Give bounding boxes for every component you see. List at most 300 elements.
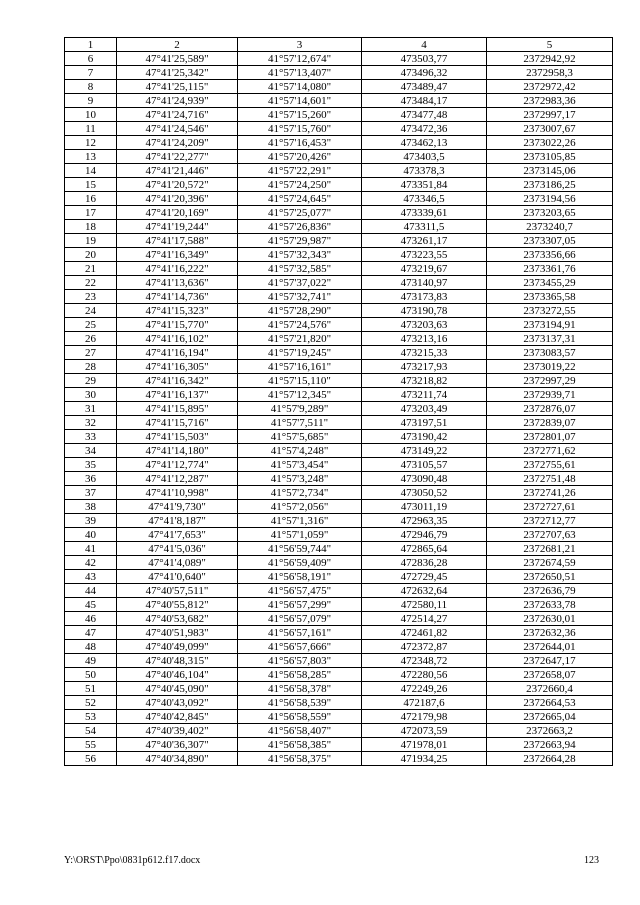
- footer-page-number: 123: [584, 855, 599, 866]
- table-cell: 2373194,91: [487, 318, 613, 332]
- table-cell: 37: [65, 486, 117, 500]
- table-row: [65, 304, 613, 318]
- coordinates-table: [64, 37, 613, 766]
- table-cell: 472348,72: [362, 654, 487, 668]
- table-cell: 47°41'0,640": [117, 570, 238, 584]
- table-cell: 41°57'20,426": [238, 150, 362, 164]
- table-cell: 2372707,63: [487, 528, 613, 542]
- table-cell: 39: [65, 514, 117, 528]
- table-cell: 2372876,07: [487, 402, 613, 416]
- table-cell: 23: [65, 290, 117, 304]
- table-row: [65, 598, 613, 612]
- table-row: [65, 570, 613, 584]
- table-cell: 41°56'57,475": [238, 584, 362, 598]
- table-cell: 46: [65, 612, 117, 626]
- table-cell: 47°41'5,036": [117, 542, 238, 556]
- table-cell: 41°57'5,685": [238, 430, 362, 444]
- table-cell: 41°57'3,454": [238, 458, 362, 472]
- table-cell: 47°41'15,323": [117, 304, 238, 318]
- table-cell: 472073,59: [362, 724, 487, 738]
- table-cell: 473484,17: [362, 94, 487, 108]
- table-cell: 473140,97: [362, 276, 487, 290]
- table-row: [65, 346, 613, 360]
- table-cell: 2373194,56: [487, 192, 613, 206]
- table-cell: 473203,63: [362, 318, 487, 332]
- table-cell: 47°40'36,307": [117, 738, 238, 752]
- table-cell: 11: [65, 122, 117, 136]
- table-cell: 47°41'15,503": [117, 430, 238, 444]
- table-cell: 25: [65, 318, 117, 332]
- table-cell: 47°41'24,716": [117, 108, 238, 122]
- table-cell: 473477,48: [362, 108, 487, 122]
- table-cell: 41°56'57,079": [238, 612, 362, 626]
- table-cell: 2373240,7: [487, 220, 613, 234]
- table-cell: 41°57'15,760": [238, 122, 362, 136]
- table-cell: 2373356,66: [487, 248, 613, 262]
- table-row: [65, 752, 613, 766]
- table-row: [65, 290, 613, 304]
- table-cell: 9: [65, 94, 117, 108]
- table-cell: 473503,77: [362, 52, 487, 66]
- table-cell: 2372771,62: [487, 444, 613, 458]
- table-cell: 472187,6: [362, 696, 487, 710]
- table-row: [65, 108, 613, 122]
- table-cell: 47°41'20,572": [117, 178, 238, 192]
- table-row: [65, 374, 613, 388]
- table-cell: 41°57'15,110": [238, 374, 362, 388]
- table-cell: 47°41'15,895": [117, 402, 238, 416]
- table-cell: 41°56'58,375": [238, 752, 362, 766]
- table-cell: 2372942,92: [487, 52, 613, 66]
- table-cell: 55: [65, 738, 117, 752]
- table-cell: 471934,25: [362, 752, 487, 766]
- table-cell: 2373137,31: [487, 332, 613, 346]
- table-cell: 41°56'58,539": [238, 696, 362, 710]
- table-cell: 41°57'32,585": [238, 262, 362, 276]
- table-cell: 2373083,57: [487, 346, 613, 360]
- table-cell: 47°41'19,244": [117, 220, 238, 234]
- table-row: [65, 94, 613, 108]
- table-cell: 30: [65, 388, 117, 402]
- table-row: [65, 430, 613, 444]
- table-cell: 2373105,85: [487, 150, 613, 164]
- table-cell: 41°57'1,059": [238, 528, 362, 542]
- table-row: [65, 206, 613, 220]
- table-cell: 47°41'16,137": [117, 388, 238, 402]
- table-cell: 12: [65, 136, 117, 150]
- table-cell: 47°41'7,653": [117, 528, 238, 542]
- table-cell: 10: [65, 108, 117, 122]
- table-cell: 41°57'25,077": [238, 206, 362, 220]
- table-cell: 22: [65, 276, 117, 290]
- table-row: [65, 528, 613, 542]
- table-cell: 41°57'32,741": [238, 290, 362, 304]
- table-row: [65, 122, 613, 136]
- table-cell: 473173,83: [362, 290, 487, 304]
- table-row: [65, 234, 613, 248]
- table-cell: 473197,51: [362, 416, 487, 430]
- table-cell: 2372650,51: [487, 570, 613, 584]
- table-cell: 47°41'16,305": [117, 360, 238, 374]
- table-cell: 2372674,59: [487, 556, 613, 570]
- table-cell: 15: [65, 178, 117, 192]
- table-row: [65, 416, 613, 430]
- table-cell: 28: [65, 360, 117, 374]
- table-cell: 41°56'57,666": [238, 640, 362, 654]
- table-cell: 47°40'34,890": [117, 752, 238, 766]
- table-cell: 2372647,17: [487, 654, 613, 668]
- table-cell: 47°41'16,349": [117, 248, 238, 262]
- table-cell: 2372663,2: [487, 724, 613, 738]
- table-cell: 472372,87: [362, 640, 487, 654]
- table-row: [65, 262, 613, 276]
- table-cell: 2372939,71: [487, 388, 613, 402]
- table-cell: 41: [65, 542, 117, 556]
- table-cell: 2372997,29: [487, 374, 613, 388]
- table-cell: 473261,17: [362, 234, 487, 248]
- table-cell: 2373019,22: [487, 360, 613, 374]
- table-cell: 24: [65, 304, 117, 318]
- table-cell: 2372751,48: [487, 472, 613, 486]
- table-cell: 473050,52: [362, 486, 487, 500]
- table-cell: 54: [65, 724, 117, 738]
- table-cell: 14: [65, 164, 117, 178]
- table-row: [65, 738, 613, 752]
- table-cell: 47°41'24,209": [117, 136, 238, 150]
- table-row: [65, 402, 613, 416]
- table-row: [65, 248, 613, 262]
- table-cell: 41°57'1,316": [238, 514, 362, 528]
- table-cell: 29: [65, 374, 117, 388]
- table-cell: 2372712,77: [487, 514, 613, 528]
- table-cell: 473203,49: [362, 402, 487, 416]
- table-row: [65, 514, 613, 528]
- table-cell: 41°57'16,161": [238, 360, 362, 374]
- column-header: 1: [65, 38, 117, 52]
- table-cell: 16: [65, 192, 117, 206]
- table-cell: 472280,56: [362, 668, 487, 682]
- table-cell: 34: [65, 444, 117, 458]
- table-cell: 41°57'28,290": [238, 304, 362, 318]
- table-cell: 2372630,01: [487, 612, 613, 626]
- table-header-row: [65, 38, 613, 52]
- table-cell: 2372741,26: [487, 486, 613, 500]
- table-row: [65, 80, 613, 94]
- table-cell: 41°56'57,803": [238, 654, 362, 668]
- table-cell: 472461,82: [362, 626, 487, 640]
- table-cell: 41°57'2,056": [238, 500, 362, 514]
- table-cell: 7: [65, 66, 117, 80]
- table-cell: 13: [65, 150, 117, 164]
- table-cell: 2372801,07: [487, 430, 613, 444]
- table-row: [65, 360, 613, 374]
- table-cell: 473339,61: [362, 206, 487, 220]
- table-cell: 45: [65, 598, 117, 612]
- table-cell: 42: [65, 556, 117, 570]
- table-cell: 47°41'12,287": [117, 472, 238, 486]
- table-cell: 33: [65, 430, 117, 444]
- table-cell: 2373365,58: [487, 290, 613, 304]
- table-cell: 472580,11: [362, 598, 487, 612]
- table-cell: 2372972,42: [487, 80, 613, 94]
- table-cell: 41°57'4,248": [238, 444, 362, 458]
- table-cell: 41°57'12,345": [238, 388, 362, 402]
- table-cell: 47°41'8,187": [117, 514, 238, 528]
- table-cell: 47°40'49,099": [117, 640, 238, 654]
- table-cell: 41°56'58,559": [238, 710, 362, 724]
- table-row: [65, 318, 613, 332]
- table-cell: 473403,5: [362, 150, 487, 164]
- table-cell: 41°57'32,343": [238, 248, 362, 262]
- table-cell: 41°56'59,744": [238, 542, 362, 556]
- table-cell: 47°41'15,716": [117, 416, 238, 430]
- table-cell: 2372665,04: [487, 710, 613, 724]
- table-cell: 41°57'24,645": [238, 192, 362, 206]
- table-cell: 36: [65, 472, 117, 486]
- table-cell: 50: [65, 668, 117, 682]
- table-row: [65, 696, 613, 710]
- table-cell: 41°57'26,836": [238, 220, 362, 234]
- table-cell: 472632,64: [362, 584, 487, 598]
- table-cell: 41°57'14,080": [238, 80, 362, 94]
- table-cell: 472963,35: [362, 514, 487, 528]
- table-row: [65, 500, 613, 514]
- table-cell: 2372636,79: [487, 584, 613, 598]
- table-cell: 2372658,07: [487, 668, 613, 682]
- table-cell: 472729,45: [362, 570, 487, 584]
- table-row: [65, 542, 613, 556]
- table-cell: 473105,57: [362, 458, 487, 472]
- table-cell: 47°41'25,589": [117, 52, 238, 66]
- table-cell: 2372958,3: [487, 66, 613, 80]
- table-cell: 41°57'21,820": [238, 332, 362, 346]
- table-row: [65, 276, 613, 290]
- table-cell: 473351,84: [362, 178, 487, 192]
- table-cell: 51: [65, 682, 117, 696]
- table-row: [65, 556, 613, 570]
- table-cell: 47°40'43,092": [117, 696, 238, 710]
- table-cell: 52: [65, 696, 117, 710]
- table-cell: 2372997,17: [487, 108, 613, 122]
- table-cell: 2372663,94: [487, 738, 613, 752]
- table-cell: 41°57'13,407": [238, 66, 362, 80]
- table-cell: 47°41'14,736": [117, 290, 238, 304]
- table-cell: 2373022,26: [487, 136, 613, 150]
- table-cell: 47°41'10,998": [117, 486, 238, 500]
- table-cell: 472179,98: [362, 710, 487, 724]
- table-cell: 32: [65, 416, 117, 430]
- table-cell: 41°57'7,511": [238, 416, 362, 430]
- table-cell: 41°57'2,734": [238, 486, 362, 500]
- table-cell: 473462,13: [362, 136, 487, 150]
- table-cell: 40: [65, 528, 117, 542]
- table-cell: 472249,26: [362, 682, 487, 696]
- table-row: [65, 66, 613, 80]
- table-cell: 43: [65, 570, 117, 584]
- table-cell: 2372681,21: [487, 542, 613, 556]
- table-cell: 41°57'16,453": [238, 136, 362, 150]
- table-row: [65, 192, 613, 206]
- table-cell: 47°41'20,169": [117, 206, 238, 220]
- table-cell: 47°40'42,845": [117, 710, 238, 724]
- table-cell: 2372632,36: [487, 626, 613, 640]
- table-cell: 473149,22: [362, 444, 487, 458]
- table-cell: 41°57'19,245": [238, 346, 362, 360]
- table-row: [65, 220, 613, 234]
- column-header: 3: [238, 38, 362, 52]
- table-cell: 473217,93: [362, 360, 487, 374]
- table-cell: 2373007,67: [487, 122, 613, 136]
- table-cell: 47°40'55,812": [117, 598, 238, 612]
- table-cell: 44: [65, 584, 117, 598]
- table-cell: 47°40'46,104": [117, 668, 238, 682]
- table-cell: 41°57'3,248": [238, 472, 362, 486]
- table-cell: 41°56'58,285": [238, 668, 362, 682]
- table-row: [65, 150, 613, 164]
- table-cell: 473090,48: [362, 472, 487, 486]
- table-cell: 473011,19: [362, 500, 487, 514]
- table-cell: 473346,5: [362, 192, 487, 206]
- table-row: [65, 640, 613, 654]
- table-cell: 21: [65, 262, 117, 276]
- table-cell: 41°56'58,191": [238, 570, 362, 584]
- table-cell: 47°40'39,402": [117, 724, 238, 738]
- table-cell: 48: [65, 640, 117, 654]
- table-row: [65, 164, 613, 178]
- table-cell: 47°41'4,089": [117, 556, 238, 570]
- table-cell: 41°57'22,291": [238, 164, 362, 178]
- table-cell: 41°57'12,674": [238, 52, 362, 66]
- table-cell: 47°41'14,180": [117, 444, 238, 458]
- table-row: [65, 626, 613, 640]
- table-cell: 2372664,53: [487, 696, 613, 710]
- table-cell: 47°41'16,342": [117, 374, 238, 388]
- table-cell: 38: [65, 500, 117, 514]
- table-cell: 2373455,29: [487, 276, 613, 290]
- table-cell: 2372664,28: [487, 752, 613, 766]
- table-cell: 41°56'58,385": [238, 738, 362, 752]
- table-cell: 47°40'53,682": [117, 612, 238, 626]
- table-cell: 41°57'9,289": [238, 402, 362, 416]
- table-cell: 6: [65, 52, 117, 66]
- table-body: [65, 52, 613, 766]
- table-row: [65, 654, 613, 668]
- table-cell: 17: [65, 206, 117, 220]
- table-cell: 2372644,01: [487, 640, 613, 654]
- table-cell: 41°56'58,407": [238, 724, 362, 738]
- table-cell: 19: [65, 234, 117, 248]
- table-cell: 20: [65, 248, 117, 262]
- table-cell: 41°56'58,378": [238, 682, 362, 696]
- table-cell: 47°41'9,730": [117, 500, 238, 514]
- table-cell: 473489,47: [362, 80, 487, 94]
- column-header: 2: [117, 38, 238, 52]
- table-cell: 27: [65, 346, 117, 360]
- table-cell: 47°40'51,983": [117, 626, 238, 640]
- table-cell: 2372633,78: [487, 598, 613, 612]
- table-row: [65, 458, 613, 472]
- table-cell: 8: [65, 80, 117, 94]
- table-cell: 47°41'24,546": [117, 122, 238, 136]
- table-row: [65, 724, 613, 738]
- table-cell: 41°56'57,299": [238, 598, 362, 612]
- table-cell: 47°41'16,222": [117, 262, 238, 276]
- table-cell: 2372755,61: [487, 458, 613, 472]
- table-cell: 41°57'14,601": [238, 94, 362, 108]
- table-row: [65, 710, 613, 724]
- table-cell: 31: [65, 402, 117, 416]
- table-cell: 473215,33: [362, 346, 487, 360]
- table-cell: 471978,01: [362, 738, 487, 752]
- table-row: [65, 612, 613, 626]
- table-cell: 472836,28: [362, 556, 487, 570]
- table-cell: 47°41'15,770": [117, 318, 238, 332]
- table-cell: 47°41'12,774": [117, 458, 238, 472]
- table-cell: 47°41'25,115": [117, 80, 238, 94]
- table-row: [65, 682, 613, 696]
- table-cell: 472514,27: [362, 612, 487, 626]
- table-cell: 56: [65, 752, 117, 766]
- table-cell: 47°41'17,588": [117, 234, 238, 248]
- table-cell: 2372839,07: [487, 416, 613, 430]
- table-cell: 49: [65, 654, 117, 668]
- table-cell: 41°56'59,409": [238, 556, 362, 570]
- table-cell: 473190,78: [362, 304, 487, 318]
- table-cell: 47°41'20,396": [117, 192, 238, 206]
- table-cell: 47°40'57,511": [117, 584, 238, 598]
- table-row: [65, 178, 613, 192]
- table-cell: 2373186,25: [487, 178, 613, 192]
- table-row: [65, 668, 613, 682]
- column-header: 4: [362, 38, 487, 52]
- table-cell: 26: [65, 332, 117, 346]
- table-cell: 2373203,65: [487, 206, 613, 220]
- table-cell: 473472,36: [362, 122, 487, 136]
- table-cell: 473496,32: [362, 66, 487, 80]
- table-cell: 41°57'37,022": [238, 276, 362, 290]
- table-row: [65, 332, 613, 346]
- table-cell: 473311,5: [362, 220, 487, 234]
- table-row: [65, 388, 613, 402]
- table-cell: 47°41'16,194": [117, 346, 238, 360]
- table-row: [65, 486, 613, 500]
- table-cell: 47°41'22,277": [117, 150, 238, 164]
- table-cell: 473219,67: [362, 262, 487, 276]
- table-cell: 2373361,76: [487, 262, 613, 276]
- table-cell: 473190,42: [362, 430, 487, 444]
- table-cell: 41°57'15,260": [238, 108, 362, 122]
- table-cell: 2373145,06: [487, 164, 613, 178]
- table-cell: 2372660,4: [487, 682, 613, 696]
- table-cell: 41°57'29,987": [238, 234, 362, 248]
- table-cell: 18: [65, 220, 117, 234]
- table-cell: 473213,16: [362, 332, 487, 346]
- table-cell: 2372983,36: [487, 94, 613, 108]
- table-row: [65, 52, 613, 66]
- table-row: [65, 136, 613, 150]
- table-cell: 2373307,05: [487, 234, 613, 248]
- footer-file-path: Y:\ORST\Ppo\0831p612.f17.docx: [64, 855, 201, 866]
- table-cell: 473211,74: [362, 388, 487, 402]
- table-row: [65, 472, 613, 486]
- table-cell: 473218,82: [362, 374, 487, 388]
- table-cell: 472865,64: [362, 542, 487, 556]
- table-cell: 41°56'57,161": [238, 626, 362, 640]
- table-cell: 47°40'45,090": [117, 682, 238, 696]
- column-header: 5: [487, 38, 613, 52]
- table-cell: 47°41'16,102": [117, 332, 238, 346]
- table-cell: 35: [65, 458, 117, 472]
